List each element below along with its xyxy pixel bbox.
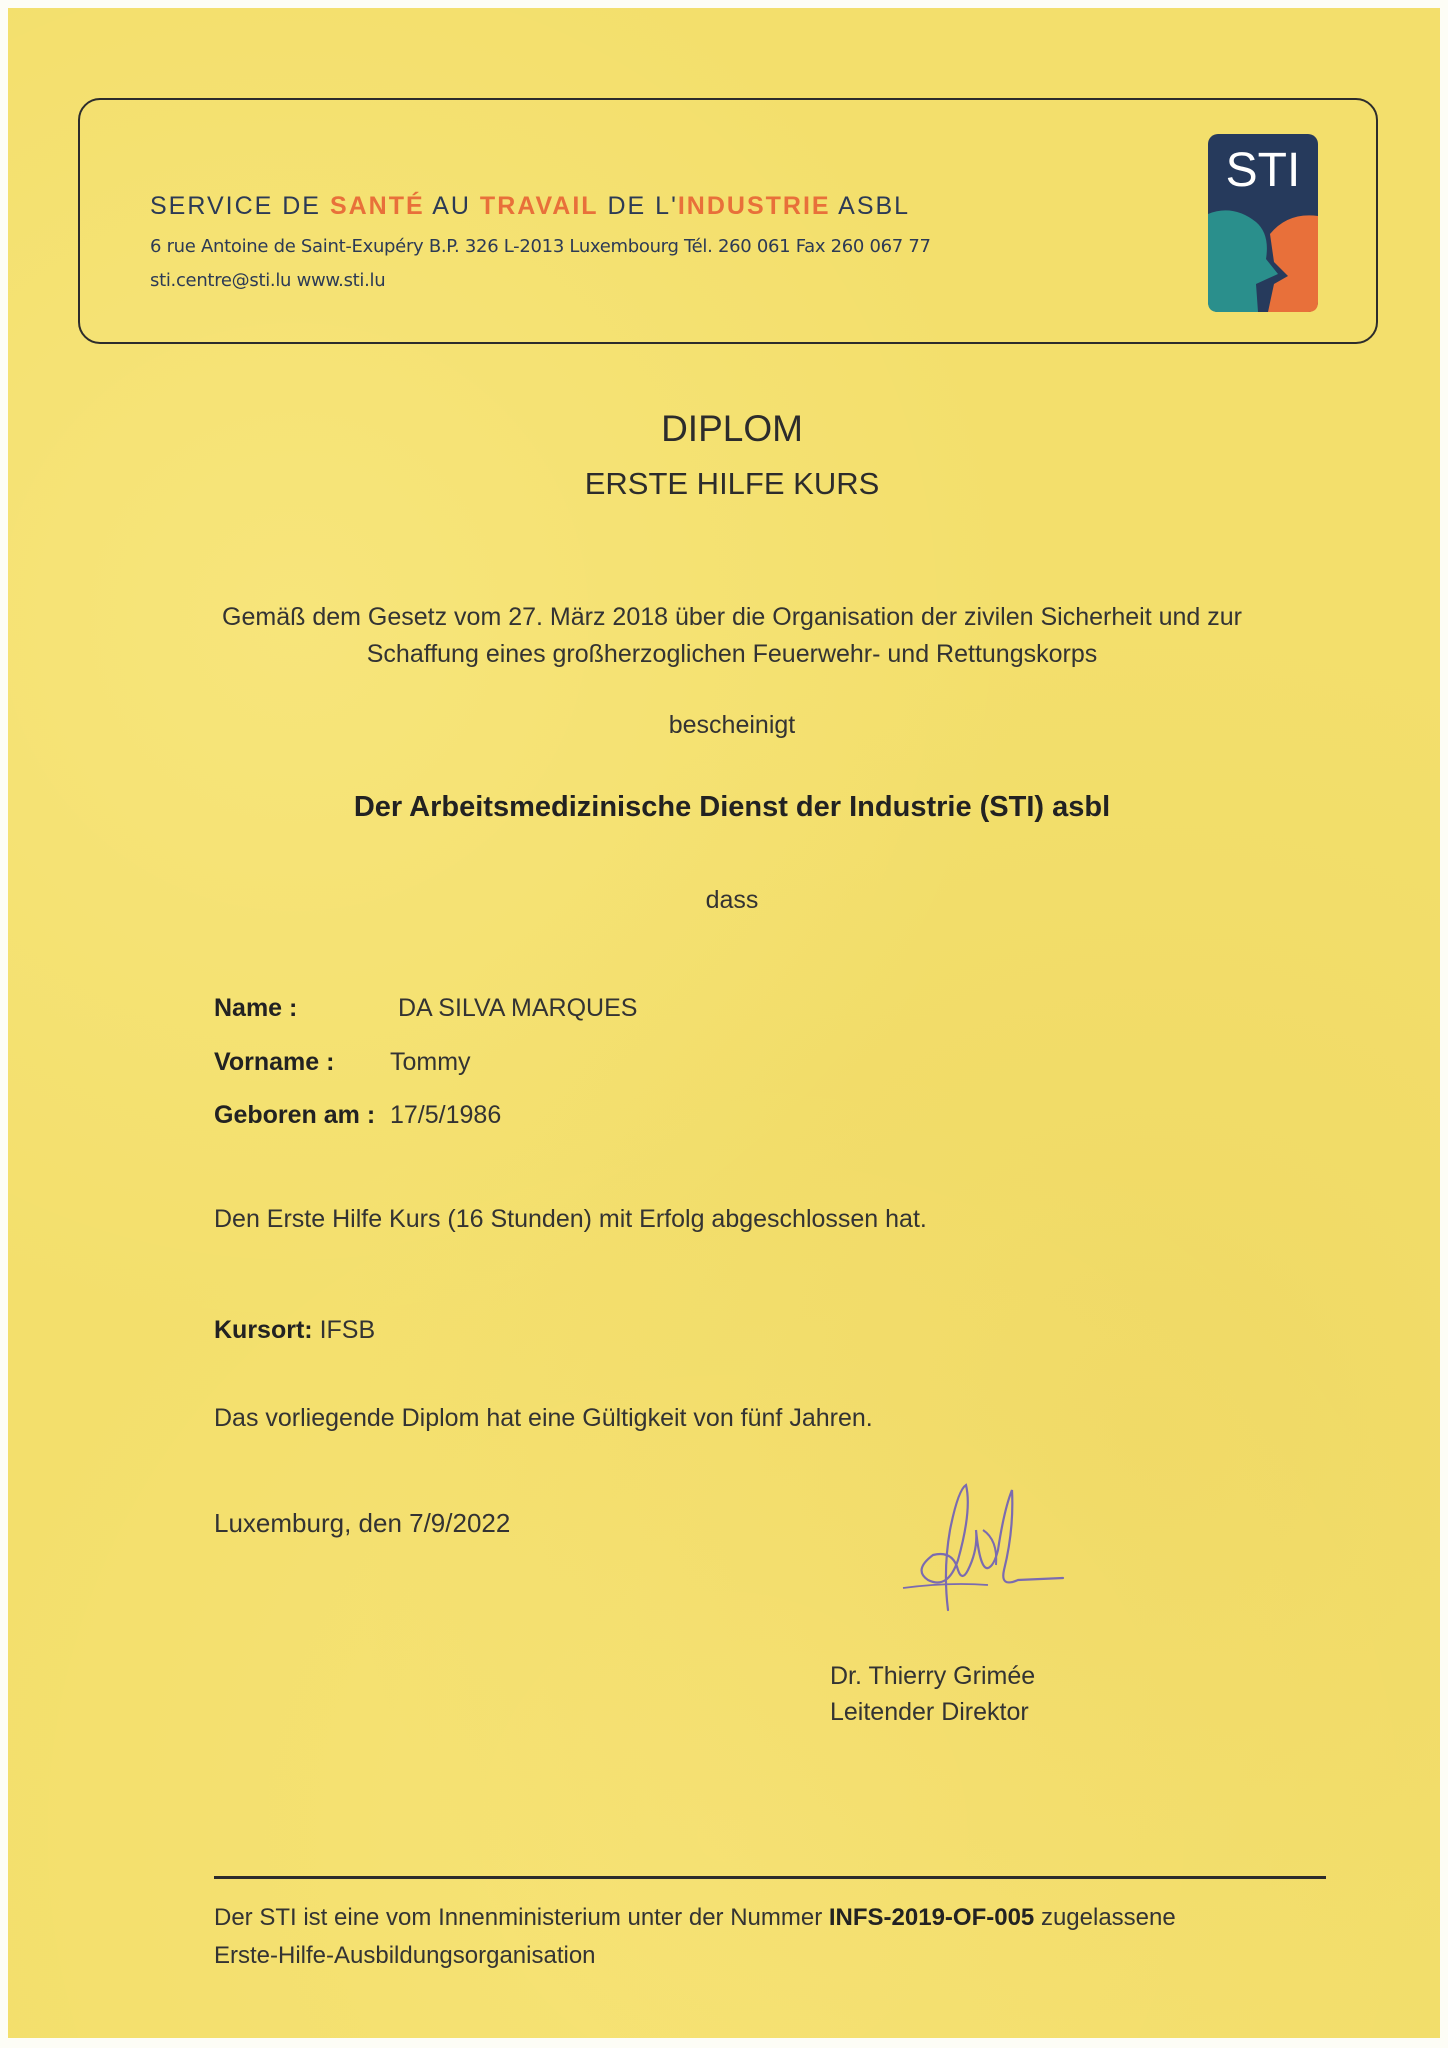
- signer-name: Dr. Thierry Grimée: [830, 1662, 1036, 1690]
- name-value: DA SILVA MARQUES: [398, 994, 638, 1022]
- org-name-highlight: INDUSTRIE: [677, 192, 831, 220]
- validity-statement: Das vorliegende Diplom hat eine Gültigkeit von fünf Jahren.: [214, 1404, 873, 1432]
- footer-text: Der STI ist eine vom Innenministerium unter der Nummer: [214, 1904, 829, 1931]
- org-name-part: SERVICE DE: [150, 192, 330, 220]
- legal-basis-line-2: Schaffung eines großherzoglichen Feuerwehr- und Rettungskorps: [366, 640, 1098, 668]
- org-name-part: ASBL: [830, 192, 911, 220]
- footer-line-1: [214, 1904, 1176, 1932]
- footer-text: zugelassene: [1034, 1904, 1176, 1931]
- org-name-part: DE L': [598, 192, 678, 220]
- org-name-highlight: TRAVAIL: [479, 192, 599, 220]
- birth-date-row: [214, 1101, 502, 1130]
- signature: [888, 1470, 1068, 1620]
- that-text: dass: [705, 886, 759, 914]
- sti-logo: [1208, 134, 1318, 312]
- accreditation-number: INFS-2019-OF-005: [828, 1904, 1035, 1931]
- issuer-name: Der Arbeitsmedizinische Dienst der Industrie (STI) asbl: [353, 791, 1111, 823]
- organization-name: [150, 192, 910, 221]
- signer-role: Leitender Direktor: [830, 1698, 1029, 1726]
- organization-address: 6 rue Antoine de Saint-Exupéry B.P. 326 L-2013 Luxembourg Tél. 260 061 Fax 260 067 77: [150, 236, 931, 257]
- footer-line-2: Erste-Hilfe-Ausbildungsorganisation: [214, 1942, 596, 1969]
- first-name-value: Tommy: [390, 1048, 471, 1076]
- course-location: [214, 1316, 375, 1345]
- certifies-text: bescheinigt: [668, 711, 796, 739]
- legal-basis-line-1: Gemäß dem Gesetz vom 27. März 2018 über die Organisation der zivilen Sicherheit und zur: [222, 603, 1242, 631]
- birth-date-value: 17/5/1986: [390, 1101, 502, 1129]
- birth-date-label: Geboren am :: [214, 1101, 376, 1129]
- course-location-value: IFSB: [319, 1316, 376, 1344]
- name-row: [214, 994, 638, 1023]
- first-name-row: [214, 1048, 471, 1077]
- header-frame: [78, 98, 1378, 344]
- org-name-highlight: SANTÉ: [329, 192, 425, 220]
- diploma-title: DIPLOM: [661, 408, 803, 449]
- footer-divider: [214, 1876, 1326, 1879]
- logo-text: STI: [1225, 144, 1301, 197]
- diploma-page: [8, 8, 1440, 2038]
- diploma-subtitle: ERSTE HILFE KURS: [584, 466, 880, 501]
- org-name-part: AU: [424, 192, 480, 220]
- name-label: Name :: [214, 994, 298, 1022]
- first-name-label: Vorname :: [214, 1048, 335, 1076]
- completion-statement: Den Erste Hilfe Kurs (16 Stunden) mit Erfolg abgeschlossen hat.: [214, 1205, 927, 1233]
- course-location-label: Kursort:: [214, 1316, 313, 1344]
- organization-contact: sti.centre@sti.lu www.sti.lu: [150, 270, 386, 291]
- place-and-date: Luxemburg, den 7/9/2022: [214, 1508, 511, 1538]
